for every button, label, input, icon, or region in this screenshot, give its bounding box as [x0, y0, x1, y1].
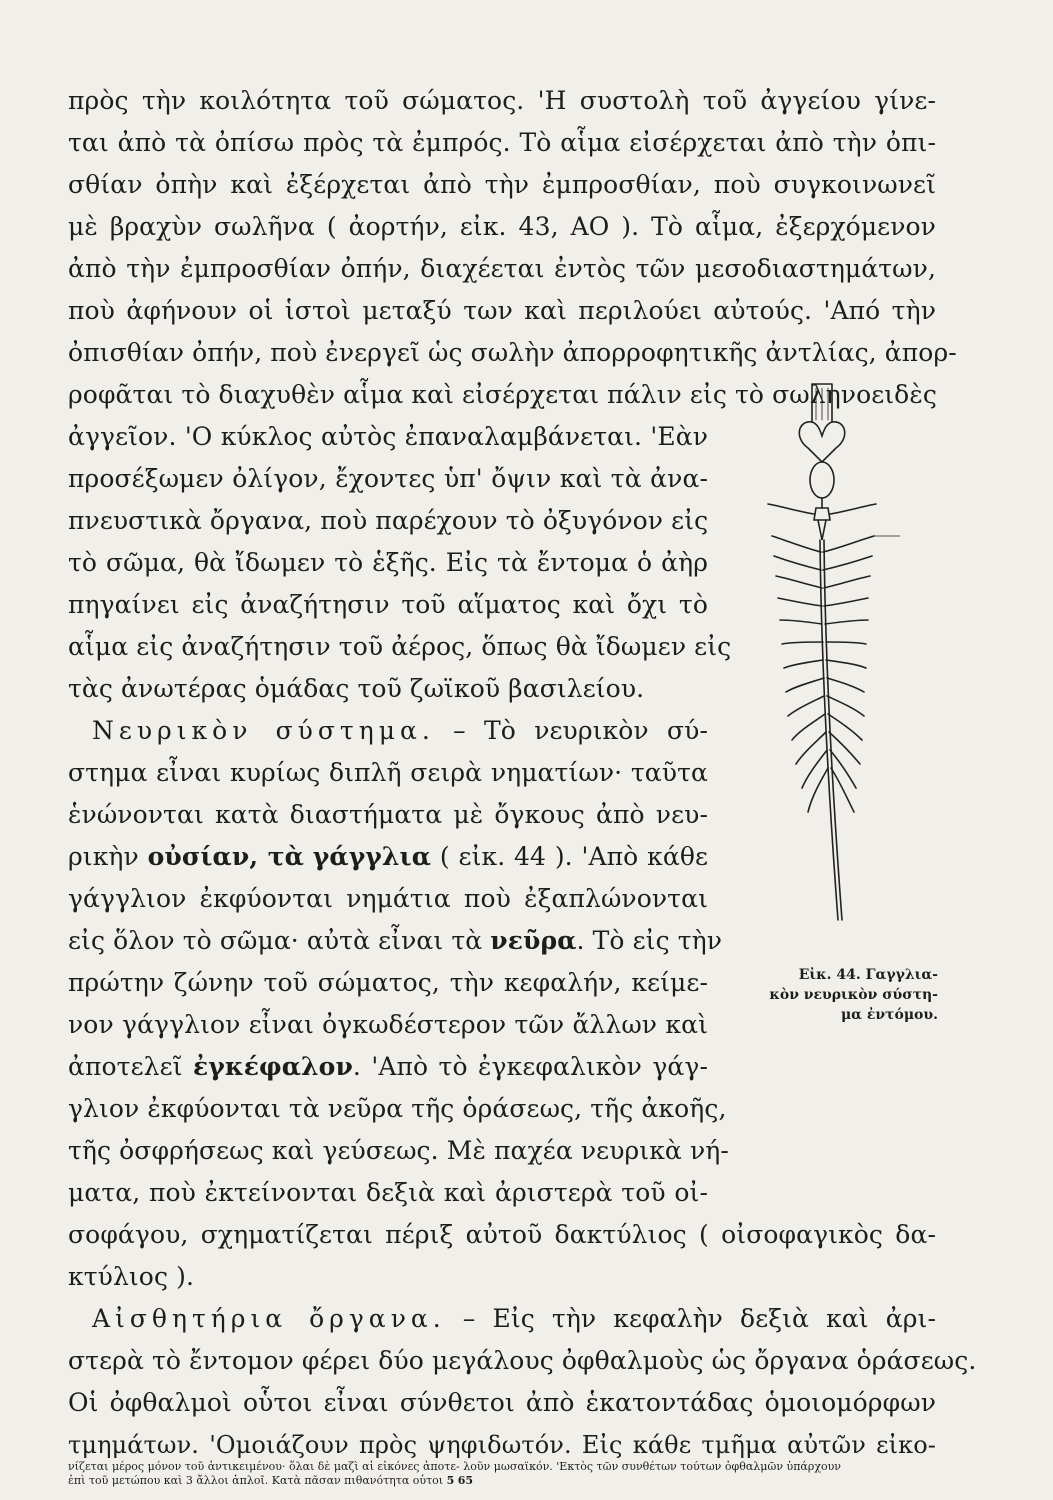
figure-caption	[738, 965, 938, 1025]
text-line	[68, 926, 723, 956]
text-continuation	[68, 1460, 936, 1473]
section-heading: Αἰσθητήρια ὄργανα.	[92, 1304, 446, 1333]
text-line: προσέξωμεν ὀλίγον, ἔχοντες ὑπ' ὄψιν καὶ τὰ ἀνα-	[68, 464, 708, 493]
caption-line: κὸν νευρικὸν σύστη-	[769, 987, 938, 1003]
text-line: ται ἀπὸ τὰ ὀπίσω πρὸς τὰ ἐμπρός. Τὸ αἷμα εἰσέρχεται ἀπὸ τὴν ὀπι-	[68, 128, 936, 157]
term-nerves: νεῦρα	[490, 926, 577, 955]
text-line: πνευστικὰ ὄργανα, ποὺ παρέχουν τὸ ὀξυγόνον εἰς	[68, 506, 709, 535]
text-line: ματα, ποὺ ἐκτείνονται δεξιὰ καὶ ἀριστερὰ τοῦ οἰ-	[68, 1178, 708, 1207]
section-heading-line	[92, 716, 708, 746]
text-line: αἷμα εἰς ἀναζήτησιν τοῦ ἀέρος, ὅπως θὰ ἴδωμεν εἰς	[68, 632, 732, 661]
text-line: γλιον ἐκφύονται τὰ νεῦρα τῆς ὁράσεως, τῆς ἀκοῆς,	[68, 1094, 727, 1123]
emphasis: οὐσίαν, τὰ	[147, 842, 304, 871]
text-line: Οἱ ὀφθαλμοὶ οὗτοι εἶναι σύνθετοι ἀπὸ ἑκατοντάδας ὁμοιομόρφων	[68, 1388, 936, 1417]
text-line: ποὺ ἀφήνουν οἱ ἱστοὶ μεταξύ των καὶ περιλούει αὐτούς. 'Από τὴν	[68, 296, 936, 325]
nervous-system-figure	[760, 380, 910, 940]
section-heading-line	[92, 1304, 936, 1334]
text-fragment: . Τὸ εἰς τὴν	[576, 926, 723, 955]
text-continuation	[68, 1474, 936, 1487]
text-line: μὲ βραχὺν σωλῆνα ( ἀορτήν, εἰκ. 43, ΑΟ ). Τὸ αἷμα, ἐξερχόμενον	[68, 212, 936, 241]
text-fragment: . 'Απὸ τὸ ἐγκεφαλικὸν γάγ-	[352, 1052, 708, 1081]
text-line	[68, 1052, 708, 1082]
text-fragment: εἰς ὅλον τὸ σῶμα· αὐτὰ εἶναι τὰ	[68, 926, 483, 955]
text-line: πηγαίνει εἰς ἀναζήτησιν τοῦ αἵματος καὶ ὄχι τὸ	[68, 590, 708, 619]
caption-line: Εἰκ. 44. Γαγγλια-	[798, 967, 938, 983]
term-brain: ἐγκέφαλον	[192, 1052, 353, 1081]
text-line: ἀπὸ τὴν ἐμπροσθίαν ὀπήν, διαχέεται ἐντὸς τῶν μεσοδιαστημάτων,	[68, 254, 936, 283]
text-line: γάγγλιον ἐκφύονται νημάτια ποὺ ἐξαπλώνονται	[68, 884, 708, 913]
text-fragment: ἀποτελεῖ	[68, 1052, 183, 1081]
section-heading: Νευρικὸν σύστημα.	[92, 716, 435, 745]
text-line: ἐπὶ τοῦ μετώπου καὶ 3 ἄλλοι ἁπλοῖ. Κατὰ πᾶσαν πιθανότητα οὗτοι	[68, 1474, 444, 1487]
text-line: πρὸς τὴν κοιλότητα τοῦ σώματος. 'Η συστολὴ τοῦ ἀγγείου γίνε-	[68, 86, 936, 115]
text-line: τῆς ὀσφρήσεως καὶ γεύσεως. Μὲ παχέα νευρικὰ νή-	[68, 1136, 729, 1165]
text-line: κτύλιος ).	[68, 1262, 194, 1291]
text-fragment: – Τὸ νευρικὸν σύ-	[453, 716, 709, 745]
text-line: λοῦν μωσαϊκόν. 'Εκτὸς τῶν συνθέτων τούτων ὀφθαλμῶν ὑπάρχουν	[463, 1460, 841, 1473]
text-line: ἀγγεῖον. 'Ο κύκλος αὐτὸς ἐπαναλαμβάνεται. 'Εὰν	[68, 422, 708, 451]
text-line: ροφᾶται τὸ διαχυθὲν αἷμα καὶ εἰσέρχεται πάλιν εἰς τὸ σωληνοειδὲς	[68, 380, 937, 409]
text-line: νίζεται μέρος μόνον τοῦ ἀντικειμένου· ὅλαι δὲ μαζὶ αἱ εἰκόνες ἀποτε-	[68, 1460, 460, 1473]
text-line	[68, 842, 708, 872]
text-line: σθίαν ὀπὴν καὶ ἐξέρχεται ἀπὸ τὴν ἐμπροσθίαν, ποὺ συγκοινωνεῖ	[68, 170, 936, 199]
text-line: στερὰ τὸ ἔντομον φέρει δύο μεγάλους ὀφθαλμοὺς ὡς ὄργανα ὁράσεως.	[68, 1346, 977, 1375]
text-line: στημα εἶναι κυρίως διπλῆ σειρὰ νηματίων· ταῦτα	[68, 758, 708, 787]
text-line: σοφάγου, σχηματίζεται πέριξ αὐτοῦ δακτύλιος ( οἰσοφαγικὸς δα-	[68, 1220, 936, 1249]
caption-line: μα ἐντόμου.	[840, 1007, 938, 1023]
folio-left: 5	[446, 1474, 455, 1487]
text-fragment: ρικὴν	[68, 842, 139, 871]
text-line: νον γάγγλιον εἶναι ὀγκωδέστερον τῶν ἄλλων καὶ	[68, 1010, 708, 1039]
text-line: τὰς ἀνωτέρας ὁμάδας τοῦ ζωϊκοῦ βασιλείου.	[68, 674, 645, 703]
text-line: πρώτην ζώνην τοῦ σώματος, τὴν κεφαλήν, κείμε-	[68, 968, 708, 997]
term-ganglia: γάγγλια	[312, 842, 432, 871]
text-fragment: – Εἰς τὴν κεφαλὴν δεξιὰ καὶ ἀρι-	[462, 1304, 936, 1333]
text-line: τμημάτων. 'Ομοιάζουν πρὸς ψηφιδωτόν. Εἰς κάθε τμῆμα αὐτῶν εἰκο-	[68, 1431, 936, 1459]
text-line: ὀπισθίαν ὀπήν, ποὺ ἐνεργεῖ ὡς σωλὴν ἀπορροφητικῆς ἀντλίας, ἀπορ-	[68, 338, 957, 367]
text-line: ἑνώνονται κατὰ διαστήματα μὲ ὄγκους ἀπὸ νευ-	[68, 800, 708, 829]
text-fragment: ( εἰκ. 44 ). 'Απὸ κάθε	[439, 842, 709, 871]
page-number: 65	[457, 1474, 474, 1487]
text-line: τὸ σῶμα, θὰ ἴδωμεν τὸ ἑξῆς. Εἰς τὰ ἔντομα ὁ ἀὴρ	[68, 548, 708, 577]
